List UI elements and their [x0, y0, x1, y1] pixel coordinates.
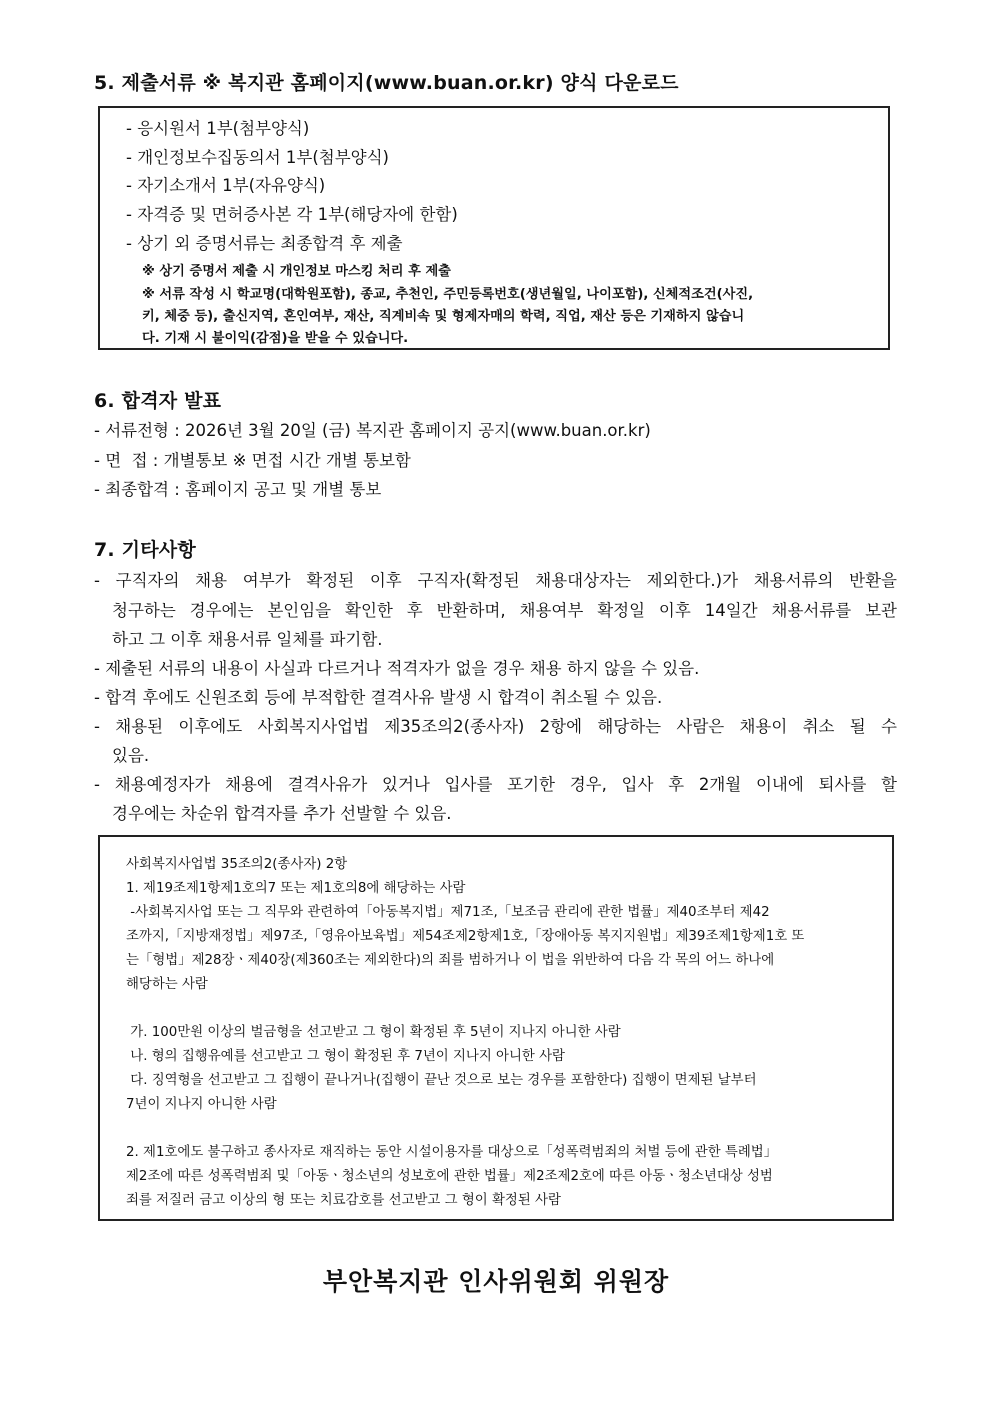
documents-box	[98, 106, 890, 350]
law-line: 나. 형의 집행유예를 선고받고 그 형이 확정된 후 7년이 지나지 아니한 사람	[126, 1049, 565, 1064]
announcement-item: - 면 접 : 개별통보 ※ 면접 시간 개별 통보함	[94, 451, 411, 470]
section6-heading: 6. 합격자 발표	[94, 390, 222, 412]
section7-heading: 7. 기타사항	[94, 539, 196, 561]
law-line: 7년이 지나지 아니한 사람	[126, 1097, 277, 1112]
law-line: 해당하는 사람	[126, 977, 208, 992]
law-line: 는「형법」제28장ㆍ제40장(제360조는 제외한다)의 죄를 범하거나 이 법을 위반하여 다음 각 목의 어느 하나에	[126, 953, 775, 968]
signature-line: 부안복지관 인사위원회 위원장	[322, 1267, 670, 1296]
law-line: 가. 100만원 이상의 벌금형을 선고받고 그 형이 확정된 후 5년이 지나지 아니한 사람	[126, 1025, 621, 1040]
misc-line: 경우에는 차순위 합격자를 추가 선발할 수 있음.	[112, 804, 452, 823]
law-line: -사회복지사업 또는 그 직무와 관련하여「아동복지법」제71조,「보조금 관리에 관한 법률」제40조부터 제42	[126, 905, 770, 920]
law-excerpt-box	[98, 835, 894, 1221]
misc-line: - 제출된 서류의 내용이 사실과 다르거나 적격자가 없을 경우 채용 하지 않을 수 있음.	[94, 659, 700, 678]
masking-note: ※ 상기 증명서 제출 시 개인정보 마스킹 처리 후 제출	[142, 264, 451, 279]
law-line: 1. 제19조제1항제1호의7 또는 제1호의8에 해당하는 사람	[126, 881, 466, 896]
law-line: 다. 징역형을 선고받고 그 집행이 끝나거나(집행이 끝난 것으로 보는 경우를 포함한다) 집행이 면제된 날부터	[126, 1073, 757, 1088]
law-line: 죄를 저질러 금고 이상의 형 또는 치료감호를 선고받고 그 형이 확정된 사람	[126, 1193, 561, 1208]
doc-item: - 개인정보수집동의서 1부(첨부양식)	[126, 148, 389, 167]
misc-line: 하고 그 이후 채용서류 일체를 파기함.	[112, 630, 383, 649]
doc-item: - 응시원서 1부(첨부양식)	[126, 119, 310, 138]
announcement-item: - 서류전형 : 2026년 3월 20일 (금) 복지관 홈페이지 공지(www.buan.or.kr)	[94, 421, 651, 440]
writing-note-line: 키, 체중 등), 출신지역, 혼인여부, 재산, 직계비속 및 형제자매의 학력, 직업, 재산 등은 기재하지 않습니	[142, 309, 745, 324]
misc-line: 있음.	[112, 746, 150, 765]
misc-line: - 합격 후에도 신원조회 등에 부적합한 결격사유 발생 시 합격이 취소될 수 있음.	[94, 688, 663, 707]
misc-line: 청구하는 경우에는 본인임을 확인한 후 반환하며, 채용여부 확정일 이후 14일간 채용서류를 보관	[112, 601, 897, 620]
doc-item: - 상기 외 증명서류는 최종합격 후 제출	[126, 234, 403, 253]
misc-line: - 채용된 이후에도 사회복지사업법 제35조의2(종사자) 2항에 해당하는 사람은 채용이 취소 될 수	[94, 717, 897, 736]
misc-line: - 채용예정자가 채용에 결격사유가 있거나 입사를 포기한 경우, 입사 후 2개월 이내에 퇴사를 할	[94, 775, 897, 794]
law-line: 조까지,「지방재정법」제97조,「영유아보육법」제54조제2항제1호,「장애아동 복지지원법」제39조제1항제1호 또	[126, 929, 805, 944]
misc-line: - 구직자의 채용 여부가 확정된 이후 구직자(확정된 채용대상자는 제외한다.)가 채용서류의 반환을	[94, 571, 897, 590]
law-line: 제2조에 따른 성폭력범죄 및「아동ㆍ청소년의 성보호에 관한 법률」제2조제2호에 따른 아동ㆍ청소년대상 성범	[126, 1169, 773, 1184]
doc-item: - 자기소개서 1부(자유양식)	[126, 176, 326, 195]
law-line: 사회복지사업법 35조의2(종사자) 2항	[126, 857, 348, 872]
law-line: 2. 제1호에도 불구하고 종사자로 재직하는 동안 시설이용자를 대상으로「성폭력범죄의 처벌 등에 관한 특례법」	[126, 1145, 778, 1160]
announcement-item: - 최종합격 : 홈페이지 공고 및 개별 통보	[94, 480, 382, 499]
writing-note-line: ※ 서류 작성 시 학교명(대학원포함), 종교, 추천인, 주민등록번호(생년월일, 나이포함), 신체적조건(사진,	[142, 287, 754, 302]
doc-item: - 자격증 및 면허증사본 각 1부(해당자에 한함)	[126, 205, 458, 224]
writing-note-line: 다. 기재 시 불이익(감점)을 받을 수 있습니다.	[142, 331, 409, 346]
section5-heading: 5. 제출서류 ※ 복지관 홈페이지(www.buan.or.kr) 양식 다운로드	[94, 72, 679, 94]
